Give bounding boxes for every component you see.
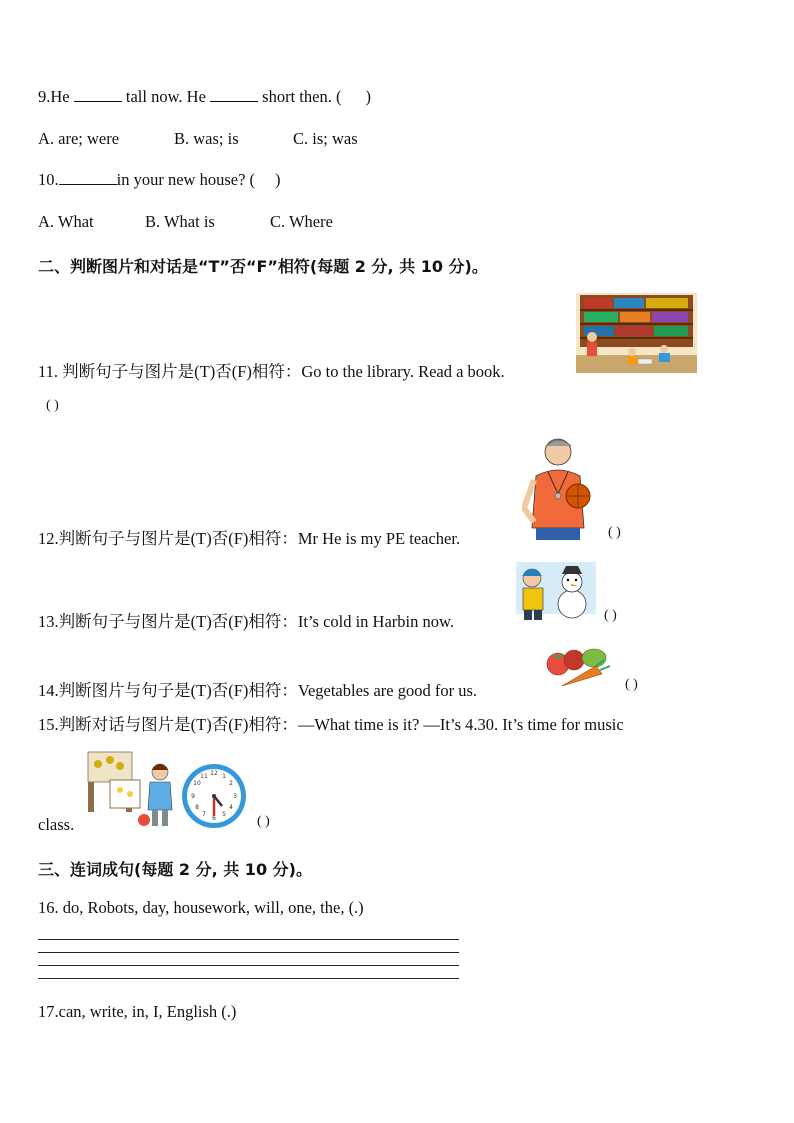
question-12: 12.判断句子与图片是(T)否(F)相符：Mr He is my PE teacher. — [38, 529, 461, 548]
answer-line[interactable] — [38, 952, 459, 953]
answer-blank[interactable] — [210, 100, 258, 102]
svg-text:10: 10 — [193, 780, 201, 787]
option-c[interactable]: C. Where — [270, 212, 333, 231]
question-15-cont: class. — [38, 815, 75, 834]
option-a[interactable]: A. are; were — [38, 129, 120, 148]
question-17: 17.can, write, in, I, English (.) — [38, 1002, 237, 1021]
answer-blank[interactable] — [59, 183, 117, 185]
svg-text:3: 3 — [233, 793, 237, 800]
svg-text:4: 4 — [229, 804, 233, 811]
svg-text:8: 8 — [195, 804, 199, 811]
svg-text:2: 2 — [229, 780, 233, 787]
answer-paren[interactable]: ( ) — [46, 398, 59, 413]
answer-line[interactable] — [38, 939, 459, 940]
option-b[interactable]: B. was; is — [174, 129, 239, 148]
answer-paren[interactable]: ( ) — [625, 677, 638, 692]
svg-text:6: 6 — [212, 815, 216, 822]
option-b[interactable]: B. What is — [145, 212, 215, 231]
question-13: 13.判断句子与图片是(T)否(F)相符：It’s cold in Harbin now. — [38, 612, 454, 631]
svg-text:1: 1 — [222, 773, 226, 780]
section-3-heading: 三、连词成句(每题 2 分, 共 10 分)。 — [38, 860, 312, 879]
vegetables-picture — [544, 638, 612, 690]
answer-paren[interactable]: ( ) — [608, 525, 621, 540]
answer-blank[interactable] — [74, 100, 122, 102]
question-9: 9.He tall now. He short then. ( ) — [38, 87, 371, 106]
answer-line[interactable] — [38, 978, 459, 979]
answer-paren[interactable]: ( ) — [257, 814, 270, 829]
question-10: 10. in your new house? ( ) — [38, 170, 281, 189]
svg-text:5: 5 — [222, 811, 226, 818]
option-a[interactable]: A. What — [38, 212, 94, 231]
section-2-heading: 二、判断图片和对话是“T”否“F”相符(每题 2 分, 共 10 分)。 — [38, 257, 488, 276]
question-11: 11. 判断句子与图片是(T)否(F)相符：Go to the library. Read a book. — [38, 362, 505, 381]
svg-text:12: 12 — [210, 770, 218, 777]
answer-paren[interactable]: ( ) — [604, 608, 617, 623]
question-15: 15.判断对话与图片是(T)否(F)相符：—What time is it? —It’s 4.30. It’s time for music — [38, 715, 624, 734]
question-9-options — [38, 129, 358, 149]
snowman-picture — [516, 562, 596, 624]
svg-text:11: 11 — [200, 773, 208, 780]
library-picture — [576, 293, 697, 373]
art-class-picture — [84, 750, 180, 832]
option-c[interactable]: C. is; was — [293, 129, 358, 148]
clock-picture — [180, 762, 248, 830]
answer-line[interactable] — [38, 965, 459, 966]
pe-teacher-picture — [522, 436, 596, 542]
svg-text:9: 9 — [191, 793, 195, 800]
svg-text:7: 7 — [202, 811, 206, 818]
question-10-options — [38, 212, 333, 232]
question-14: 14.判断图片与句子是(T)否(F)相符：Vegetables are good for us. — [38, 681, 478, 700]
question-16: 16. do, Robots, day, housework, will, one, the, (.) — [38, 898, 364, 917]
